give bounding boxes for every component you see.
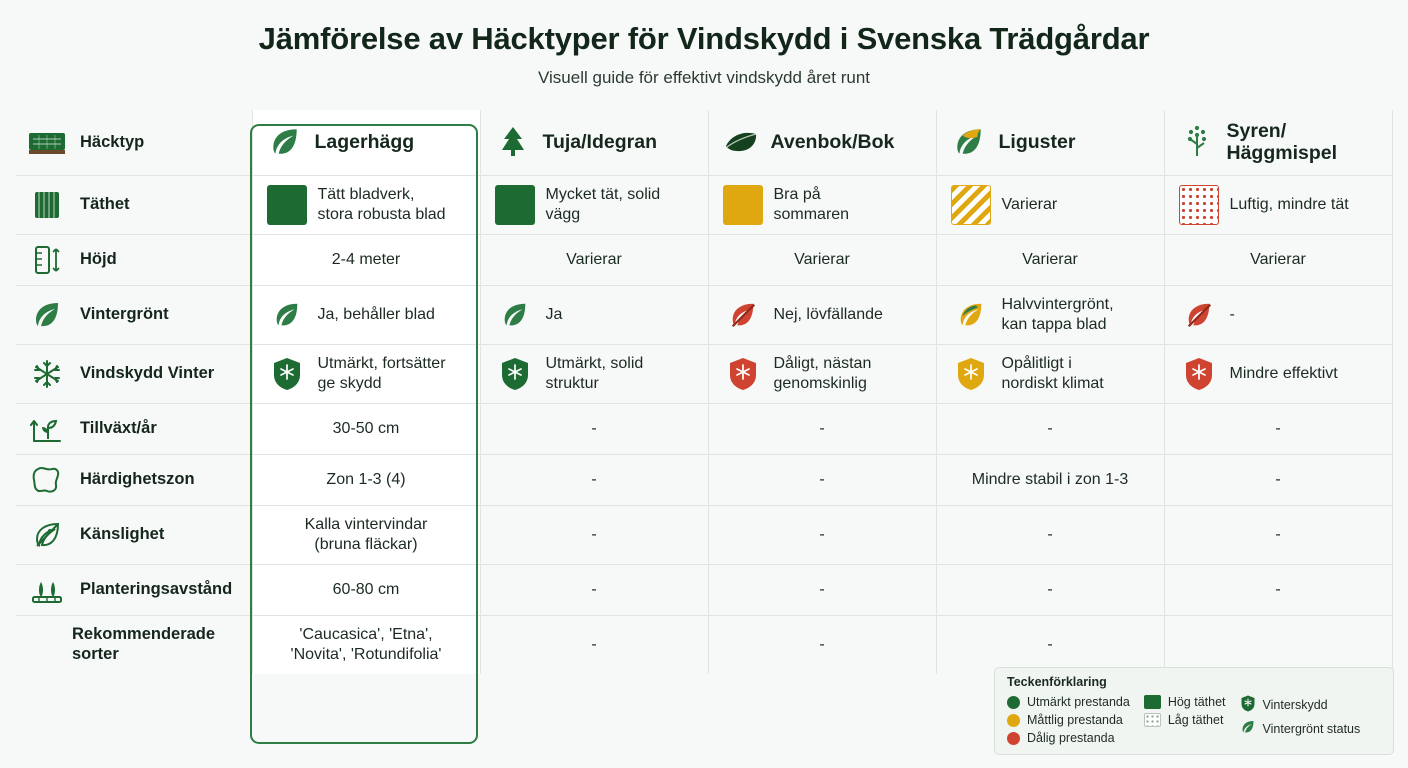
- cell-text: -: [1047, 525, 1053, 543]
- cell-text: Nej, lövfällande: [773, 305, 883, 323]
- cell-vindskydd-lagerhagg: [252, 344, 480, 403]
- cell-text: 30-50 cm: [332, 419, 400, 437]
- cell-vintergront-liguster: [936, 285, 1164, 344]
- legend-label: Vintergrönt status: [1262, 721, 1361, 736]
- table-row: [16, 564, 1392, 615]
- cell-text: Opålitligt i nordiskt klimat: [1001, 354, 1104, 392]
- row-label-text: Härdighetszon: [80, 469, 195, 488]
- cell-text: -: [1047, 580, 1053, 598]
- density-swatch-high: [495, 186, 535, 224]
- shield-green-icon: [267, 355, 307, 393]
- header-label-avenbok: Avenbok/Bok: [770, 131, 895, 154]
- header-label-hacktyp: Häcktyp: [80, 132, 145, 151]
- cell-text: Utmärkt, fortsätter ge skydd: [317, 354, 446, 392]
- shield-red-icon: [723, 355, 763, 393]
- legend-item: [1007, 731, 1130, 745]
- cell-vintergront-avenbok: [708, 285, 936, 344]
- row-label-text: Täthet: [80, 194, 130, 213]
- cell-tillvaxt-tuja: [480, 403, 708, 454]
- legend-label: Hög täthet: [1167, 695, 1226, 709]
- cell-text: -: [1275, 525, 1281, 543]
- table-row: [16, 403, 1392, 454]
- legend-column-performance: [1007, 695, 1130, 745]
- density-swatch-medium: [723, 186, 763, 224]
- cell-hojd-avenbok: [708, 234, 936, 285]
- table-row: [16, 175, 1392, 234]
- row-label-kanslighet: [16, 505, 252, 564]
- row-label-text: Känslighet: [80, 524, 165, 543]
- map-icon: [26, 463, 68, 497]
- cell-zon-syren: [1164, 454, 1392, 505]
- cell-text: Kalla vintervindar (bruna fläckar): [304, 515, 428, 553]
- header-cell-syren: [1164, 110, 1392, 175]
- cell-zon-avenbok: [708, 454, 936, 505]
- header-label-liguster: Liguster: [998, 131, 1076, 154]
- ruler-icon: [26, 243, 68, 277]
- header-label-syren: Syren/ Häggmispel: [1226, 120, 1338, 165]
- row-label-text: Tillväxt/år: [80, 418, 157, 437]
- cell-kanslighet-syren: [1164, 505, 1392, 564]
- legend-label: Måttlig prestanda: [1027, 713, 1123, 727]
- shield-green-icon: [495, 355, 535, 393]
- row-label-planteringsavstand: [16, 564, 252, 615]
- header-cell-tuja: [480, 110, 708, 175]
- header-label-tuja: Tuja/Idegran: [542, 131, 657, 154]
- sparse-shrub-icon: [1179, 124, 1215, 160]
- density-swatch-high: [267, 186, 307, 224]
- leaf-half-icon: [951, 124, 987, 160]
- cell-sorter-lagerhagg: [252, 615, 480, 674]
- cell-text: -: [1229, 305, 1235, 323]
- cell-text: -: [591, 470, 597, 488]
- legend-column-symbols: [1240, 695, 1361, 745]
- leaf-green-icon: [495, 296, 535, 334]
- cell-text: Varierar: [1022, 250, 1078, 268]
- row-label-hojd: [16, 234, 252, 285]
- density-swatch-striped: [951, 186, 991, 224]
- cell-vintergront-tuja: [480, 285, 708, 344]
- status-dot-red-icon: [1007, 732, 1020, 745]
- shield-green-icon: [1240, 695, 1256, 715]
- cell-sorter-avenbok: [708, 615, 936, 674]
- legend-item: [1007, 695, 1130, 709]
- cell-avstand-syren: [1164, 564, 1392, 615]
- leaf-yellow-icon: [951, 296, 991, 334]
- cell-text: -: [1047, 635, 1053, 653]
- header-cell-avenbok: [708, 110, 936, 175]
- snowflake-icon: [26, 357, 68, 391]
- cell-kanslighet-lagerhagg: [252, 505, 480, 564]
- cell-vintergront-syren: [1164, 285, 1392, 344]
- legend-label: Dålig prestanda: [1027, 731, 1115, 745]
- row-label-text: Höjd: [80, 249, 117, 268]
- header-label-lagerhagg: Lagerhägg: [314, 131, 415, 154]
- legend-label: Låg täthet: [1167, 713, 1224, 727]
- cell-text: Mindre stabil i zon 1-3: [971, 470, 1129, 488]
- legend-item: [1144, 713, 1226, 727]
- cell-zon-tuja: [480, 454, 708, 505]
- cell-text: Mindre effektivt: [1229, 364, 1338, 382]
- cell-tillvaxt-lagerhagg: [252, 403, 480, 454]
- row-label-tathet: [16, 175, 252, 234]
- legend-title: Teckenförklaring: [1007, 675, 1107, 689]
- cell-tathet-syren: [1164, 175, 1392, 234]
- cell-text: Ja, behåller blad: [317, 305, 435, 323]
- legend-label: Vinterskydd: [1262, 698, 1328, 712]
- row-label-text: Planteringsavstånd: [80, 579, 233, 598]
- conifer-icon: [495, 124, 531, 160]
- cell-text: -: [819, 419, 825, 437]
- cell-tathet-lagerhagg: [252, 175, 480, 234]
- legend-label: Utmärkt prestanda: [1027, 695, 1130, 709]
- cell-tillvaxt-liguster: [936, 403, 1164, 454]
- cell-avstand-lagerhagg: [252, 564, 480, 615]
- cell-avstand-avenbok: [708, 564, 936, 615]
- legend-item: [1007, 713, 1130, 727]
- row-label-text: Vintergrönt: [80, 304, 169, 323]
- cell-sorter-syren: [1164, 615, 1392, 674]
- cell-hojd-syren: [1164, 234, 1392, 285]
- legend-item: [1144, 695, 1226, 709]
- cell-vindskydd-syren: [1164, 344, 1392, 403]
- cell-text: Luftig, mindre tät: [1229, 195, 1349, 213]
- cell-text: Zon 1-3 (4): [326, 470, 406, 488]
- cell-text: Dåligt, nästan genomskinlig: [773, 354, 872, 392]
- leaf-red-slash-icon: [1179, 296, 1219, 334]
- leaf-icon: [267, 124, 303, 160]
- cell-text: Bra på sommaren: [773, 185, 850, 223]
- cell-kanslighet-tuja: [480, 505, 708, 564]
- row-label-rekommenderade-sorter: [16, 615, 252, 674]
- header-cell-hacktyp: [16, 110, 252, 175]
- cell-vindskydd-avenbok: [708, 344, 936, 403]
- row-label-hardighetszon: [16, 454, 252, 505]
- cell-text: -: [1275, 580, 1281, 598]
- hedge-icon: [26, 125, 68, 159]
- header-cell-lagerhagg: [252, 110, 480, 175]
- table-row: [16, 454, 1392, 505]
- legend: [994, 667, 1394, 755]
- density-swatch-low: [1179, 186, 1219, 224]
- row-label-vindskydd-vinter: [16, 344, 252, 403]
- legend-column-density: [1144, 695, 1226, 745]
- cell-text: 'Caucasica', 'Etna', 'Novita', 'Rotundifolia': [290, 625, 442, 663]
- cell-kanslighet-liguster: [936, 505, 1164, 564]
- cell-text: Mycket tät, solid vägg: [545, 185, 661, 223]
- cell-zon-lagerhagg: [252, 454, 480, 505]
- cell-text: Halvvintergrönt, kan tappa blad: [1001, 295, 1114, 333]
- cell-text: Ja: [545, 305, 563, 323]
- legend-item: [1240, 695, 1361, 715]
- cell-text: Varierar: [566, 250, 622, 268]
- row-label-text: Rekommenderade sorter: [72, 625, 216, 663]
- leaf-dark-icon: [723, 124, 759, 160]
- cell-text: Utmärkt, solid struktur: [545, 354, 644, 392]
- cell-avstand-liguster: [936, 564, 1164, 615]
- cell-text: Varierar: [1001, 195, 1058, 213]
- table-row: [16, 615, 1392, 674]
- cell-text: -: [819, 635, 825, 653]
- status-dot-green-icon: [1007, 696, 1020, 709]
- cell-avstand-tuja: [480, 564, 708, 615]
- density-icon: [26, 188, 68, 222]
- cell-text: -: [819, 580, 825, 598]
- cell-text: -: [591, 419, 597, 437]
- cell-text: -: [819, 470, 825, 488]
- cell-text: Varierar: [1250, 250, 1306, 268]
- cell-vindskydd-tuja: [480, 344, 708, 403]
- cell-text: -: [591, 580, 597, 598]
- table-row: [16, 234, 1392, 285]
- cell-text: -: [1275, 419, 1281, 437]
- cell-text: -: [1275, 470, 1281, 488]
- cell-tathet-liguster: [936, 175, 1164, 234]
- table-row: [16, 285, 1392, 344]
- leaf-spot-icon: [26, 518, 68, 552]
- leaf-icon: [26, 298, 68, 332]
- leaf-green-icon: [267, 296, 307, 334]
- cell-sorter-liguster: [936, 615, 1164, 674]
- leaf-green-icon: [1240, 719, 1256, 738]
- cell-kanslighet-avenbok: [708, 505, 936, 564]
- cell-hojd-liguster: [936, 234, 1164, 285]
- cell-tathet-tuja: [480, 175, 708, 234]
- table-row: [16, 344, 1392, 403]
- table-row: [16, 505, 1392, 564]
- cell-sorter-tuja: [480, 615, 708, 674]
- page-subtitle: Visuell guide för effektivt vindskydd året runt: [538, 68, 870, 87]
- cell-vintergront-lagerhagg: [252, 285, 480, 344]
- cell-zon-liguster: [936, 454, 1164, 505]
- shield-yellow-icon: [951, 355, 991, 393]
- status-dot-yellow-icon: [1007, 714, 1020, 727]
- cell-text: Tätt bladverk, stora robusta blad: [317, 185, 446, 223]
- table-header-row: [16, 110, 1392, 175]
- spacing-icon: [26, 573, 68, 607]
- density-high-swatch-icon: [1144, 695, 1161, 709]
- density-low-swatch-icon: [1144, 713, 1161, 727]
- comparison-table: [16, 110, 1393, 674]
- cell-vindskydd-liguster: [936, 344, 1164, 403]
- cell-tathet-avenbok: [708, 175, 936, 234]
- legend-item: [1240, 719, 1361, 738]
- page-title: Jämförelse av Häcktyper för Vindskydd i Svenska Trädgårdar: [258, 21, 1150, 56]
- cell-text: 2-4 meter: [331, 250, 401, 268]
- leaf-red-slash-icon: [723, 296, 763, 334]
- cell-tillvaxt-syren: [1164, 403, 1392, 454]
- growth-icon: [26, 412, 68, 446]
- cell-text: 60-80 cm: [332, 580, 400, 598]
- cell-text: -: [591, 525, 597, 543]
- cell-text: Varierar: [794, 250, 850, 268]
- row-label-text: Vindskydd Vinter: [80, 363, 215, 382]
- row-label-tillvaxt: [16, 403, 252, 454]
- cell-text: -: [591, 635, 597, 653]
- cell-hojd-lagerhagg: [252, 234, 480, 285]
- shield-red-icon: [1179, 355, 1219, 393]
- cell-tillvaxt-avenbok: [708, 403, 936, 454]
- cell-text: -: [1047, 419, 1053, 437]
- row-label-vintergront: [16, 285, 252, 344]
- cell-hojd-tuja: [480, 234, 708, 285]
- header-cell-liguster: [936, 110, 1164, 175]
- cell-text: -: [819, 525, 825, 543]
